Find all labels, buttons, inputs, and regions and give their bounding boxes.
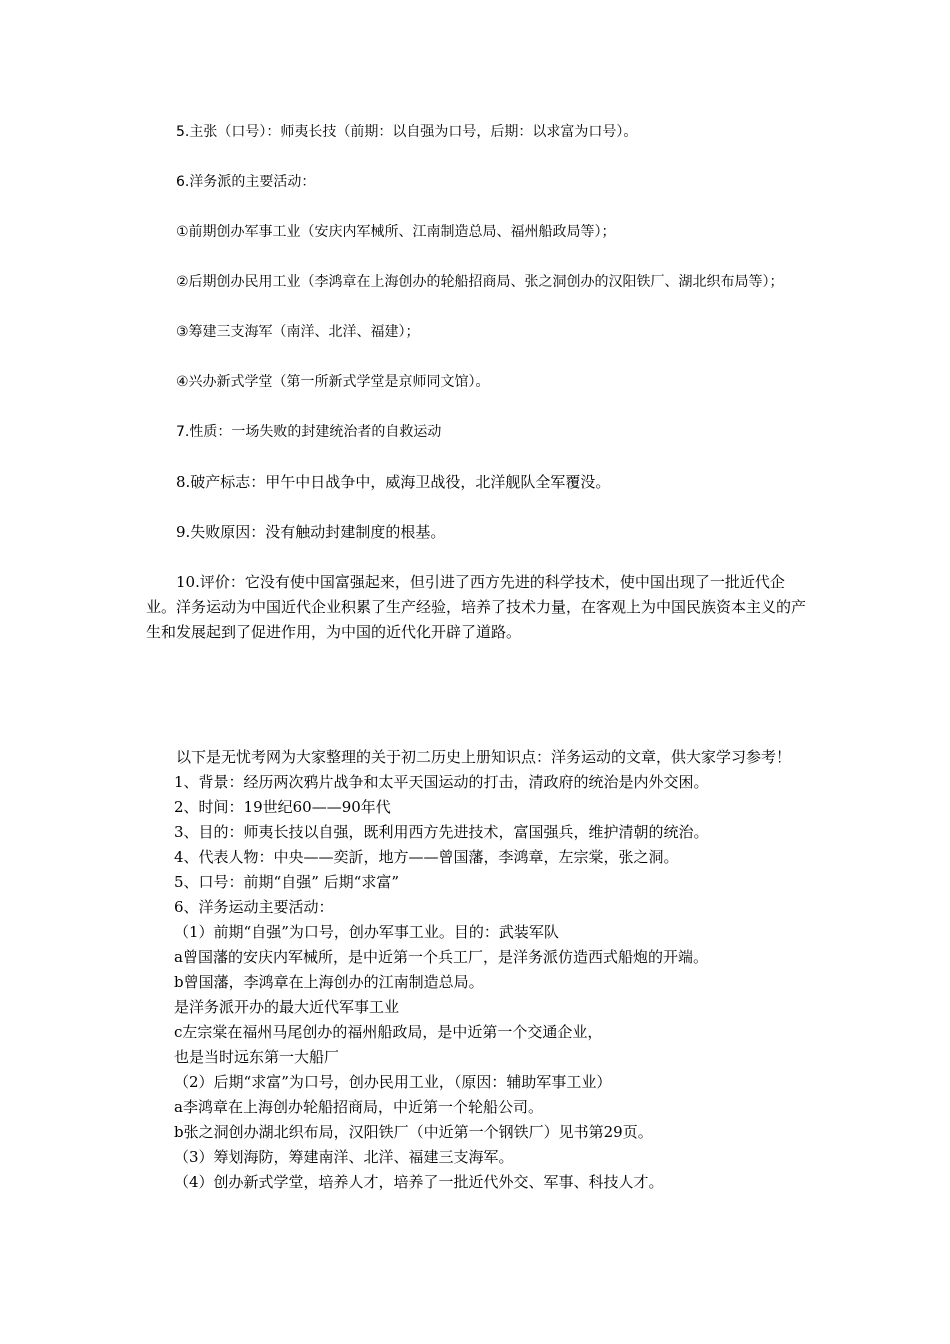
list-item: 也是当时远东第一大船厂 (174, 1048, 340, 1066)
paragraph-nature: 7.性质：一场失败的封建统治者的自救运动 (176, 424, 442, 440)
paragraph-failure-reason: 9.失败原因：没有触动封建制度的根基。 (176, 523, 446, 541)
paragraph-civil-industry: ②后期创办民用工业（李鸿章在上海创办的轮船招商局、张之洞创办的汉阳铁厂、湖北织布局等）； (176, 274, 784, 290)
list-item: 1、背景：经历两次鸦片战争和太平天国运动的打击，清政府的统治是内外交困。 (174, 773, 709, 791)
article-intro: 以下是无忧考网为大家整理的关于初二历史上册知识点：洋务运动的文章，供大家学习参考！ (176, 748, 792, 766)
list-item: b曾国藩，李鸿章在上海创办的江南制造总局。 (174, 973, 484, 991)
list-item: 6、洋务运动主要活动： (174, 898, 334, 916)
paragraph-navy: ③筹建三支海军（南洋、北洋、福建）； (176, 324, 420, 340)
article-section (146, 745, 810, 1195)
list-item: 是洋务派开办的最大近代军事工业 (174, 998, 400, 1016)
paragraph-bankruptcy: 8.破产标志：甲午中日战争中，威海卫战役，北洋舰队全军覆没。 (176, 473, 611, 491)
list-item: （4）创办新式学堂，培养人才，培养了一批近代外交、军事、科技人才。 (174, 1173, 664, 1191)
list-item: a曾国藩的安庆内军械所，是中近第一个兵工厂，是洋务派仿造西式船炮的开端。 (174, 948, 708, 966)
list-item: 4、代表人物：中央——奕訢，地方——曾国藩，李鸿章，左宗棠，张之洞。 (174, 848, 679, 866)
list-item: （3）筹划海防，筹建南洋、北洋、福建三支海军。 (174, 1148, 514, 1166)
paragraph-activities-heading: 6.洋务派的主要活动： (176, 174, 316, 190)
paragraph-schools: ④兴办新式学堂（第一所新式学堂是京师同文馆）。 (176, 374, 490, 390)
list-item: 5、口号：前期“自强” 后期“求富” (174, 873, 399, 891)
list-item: c左宗棠在福州马尾创办的福州船政局，是中近第一个交通企业， (174, 1023, 603, 1041)
paragraph-slogan: 5.主张（口号）：师夷长技（前期：以自强为口号，后期：以求富为口号）。 (176, 124, 638, 140)
list-item: （1）前期“自强”为口号，创办军事工业。目的：武装军队 (174, 923, 559, 941)
knowledge-points-section (146, 120, 810, 670)
list-item: 2、时间：19世纪60——90年代 (174, 798, 391, 816)
paragraph-evaluation: 10.评价：它没有使中国富强起来，但引进了西方先进的科学技术，使中国出现了一批近代企业。洋务运动为中国近代企业积累了生产经验，培养了技术力量，在客观上为中国民族资本主义的产生和发展起到了促进作用，为中国的近代化开辟了道路。 (146, 573, 807, 641)
list-item: b张之洞创办湖北织布局，汉阳铁厂（中近第一个钢铁厂）见书第29页。 (174, 1123, 653, 1141)
list-item: a李鸿章在上海创办轮船招商局，中近第一个轮船公司。 (174, 1098, 543, 1116)
list-item: （2）后期“求富”为口号，创办民用工业，（原因：辅助军事工业） (174, 1073, 612, 1091)
paragraph-military-industry: ①前期创办军事工业（安庆内军械所、江南制造总局、福州船政局等）； (176, 224, 616, 240)
list-item: 3、目的：师夷长技以自强，既利用西方先进技术，富国强兵，维护清朝的统治。 (174, 823, 709, 841)
